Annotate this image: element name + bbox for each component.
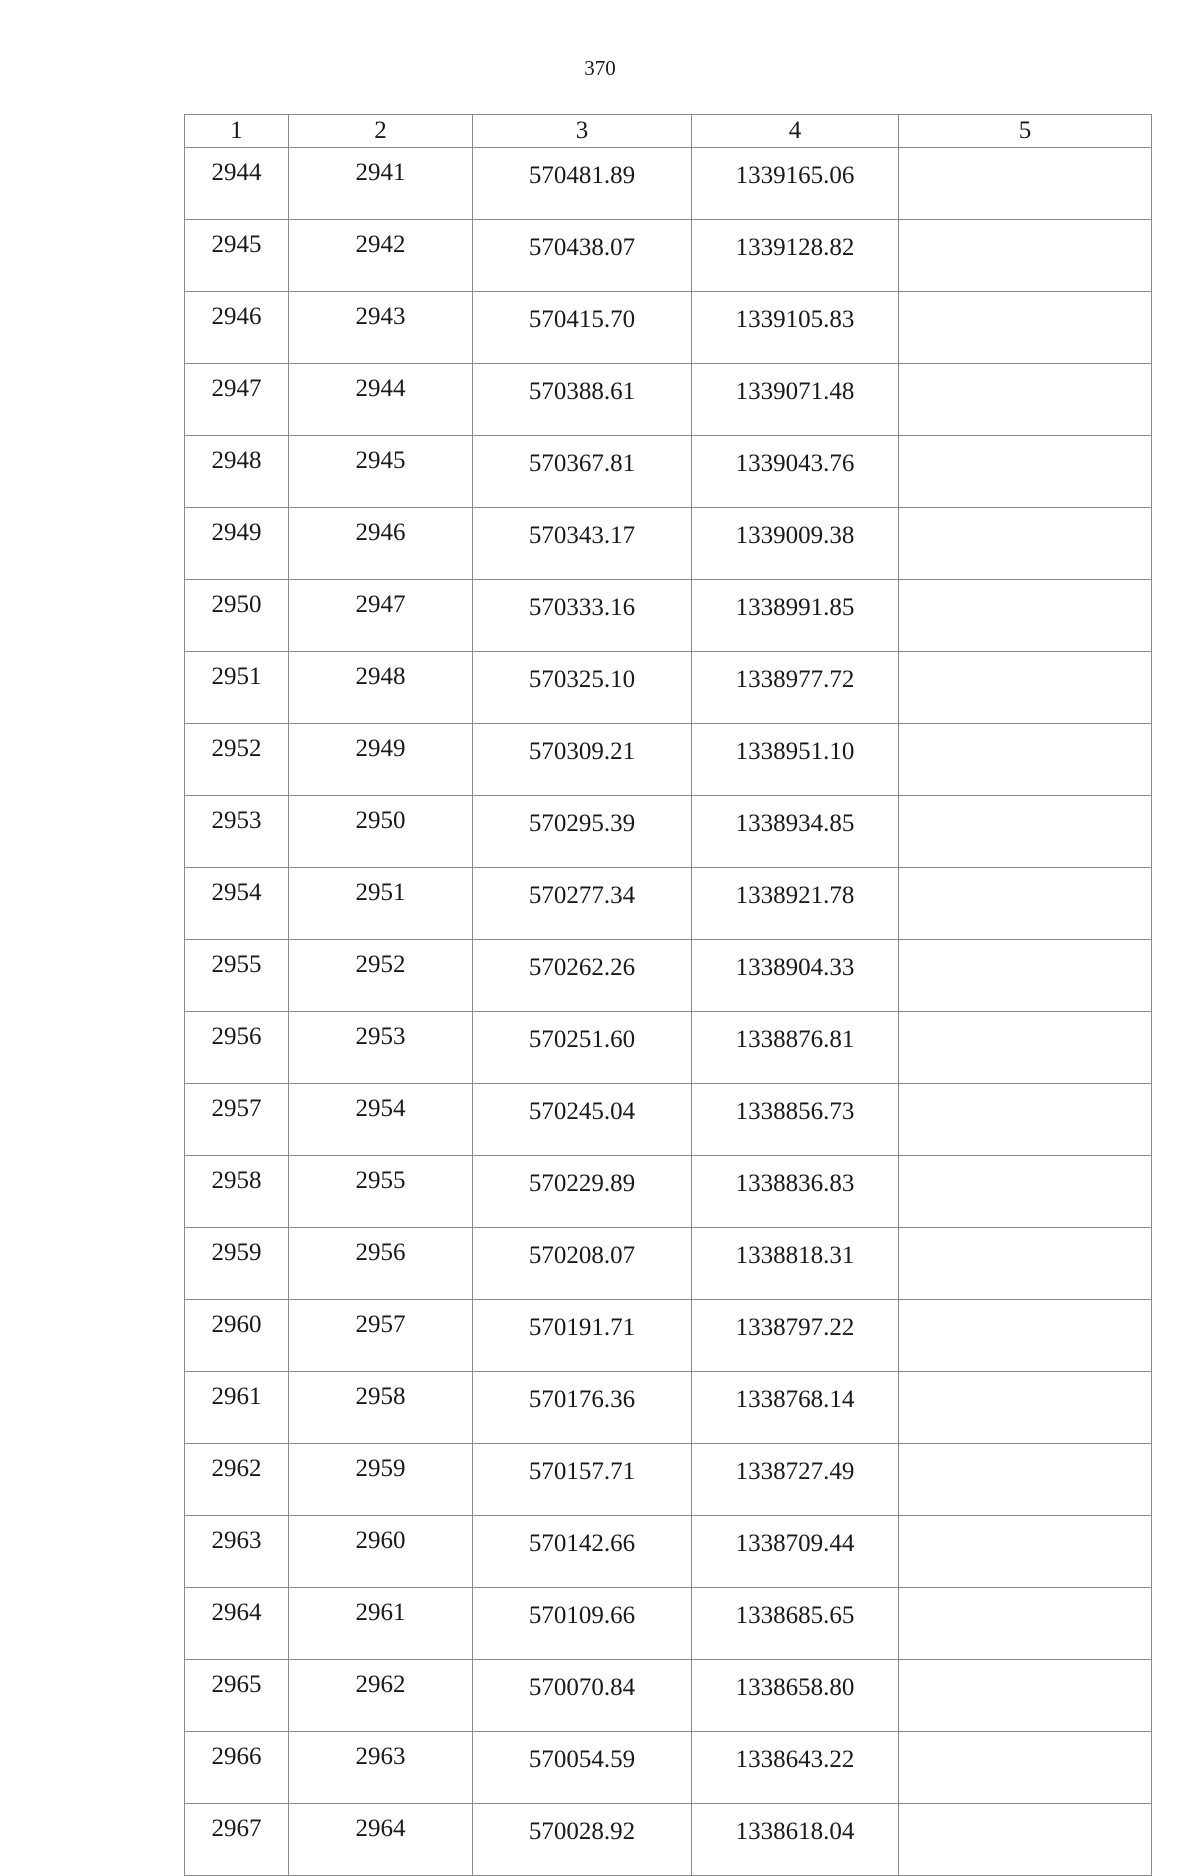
table-body (185, 148, 1152, 1876)
table-row (185, 796, 1152, 868)
table-cell: 2951 (185, 652, 289, 724)
table-cell: 1338951.10 (692, 724, 899, 796)
table-cell: 2954 (289, 1084, 473, 1156)
table-row (185, 436, 1152, 508)
table-cell: 2949 (289, 724, 473, 796)
table-cell: 2950 (289, 796, 473, 868)
table-cell: 1338727.49 (692, 1444, 899, 1516)
table-cell (899, 940, 1152, 1012)
table-row (185, 1732, 1152, 1804)
table-row (185, 1372, 1152, 1444)
table-cell (899, 1732, 1152, 1804)
table-cell: 2951 (289, 868, 473, 940)
table-cell: 2952 (185, 724, 289, 796)
table-row (185, 1012, 1152, 1084)
table-row (185, 1660, 1152, 1732)
table-cell: 2944 (185, 148, 289, 220)
table-cell: 570070.84 (473, 1660, 692, 1732)
table-cell: 2946 (289, 508, 473, 580)
table-row (185, 724, 1152, 796)
table-cell: 570176.36 (473, 1372, 692, 1444)
table-cell: 1338768.14 (692, 1372, 899, 1444)
table-cell: 2956 (185, 1012, 289, 1084)
table-row (185, 1084, 1152, 1156)
table-cell: 570367.81 (473, 436, 692, 508)
table-cell: 2943 (289, 292, 473, 364)
table-row (185, 1228, 1152, 1300)
table-cell: 570229.89 (473, 1156, 692, 1228)
table-cell: 570481.89 (473, 148, 692, 220)
table-cell: 570208.07 (473, 1228, 692, 1300)
table-cell: 1338921.78 (692, 868, 899, 940)
table-cell: 1339009.38 (692, 508, 899, 580)
table-cell: 570277.34 (473, 868, 692, 940)
table-cell: 2956 (289, 1228, 473, 1300)
table-cell: 2953 (289, 1012, 473, 1084)
table-cell: 2958 (185, 1156, 289, 1228)
table-cell: 1338658.80 (692, 1660, 899, 1732)
table-cell: 2955 (185, 940, 289, 1012)
table-cell: 570245.04 (473, 1084, 692, 1156)
table-cell (899, 1444, 1152, 1516)
table-cell (899, 1516, 1152, 1588)
table-row (185, 580, 1152, 652)
table-row (185, 220, 1152, 292)
table-cell: 2953 (185, 796, 289, 868)
table-cell (899, 1804, 1152, 1876)
table-cell: 570343.17 (473, 508, 692, 580)
table-cell: 1338685.65 (692, 1588, 899, 1660)
table-cell: 570333.16 (473, 580, 692, 652)
table-row (185, 1804, 1152, 1876)
table-cell: 2947 (185, 364, 289, 436)
table-cell: 1338977.72 (692, 652, 899, 724)
table-cell (899, 796, 1152, 868)
column-header: 3 (473, 115, 692, 148)
table-cell: 2948 (289, 652, 473, 724)
table-cell (899, 1012, 1152, 1084)
table-cell: 1338904.33 (692, 940, 899, 1012)
table-cell (899, 1300, 1152, 1372)
table-cell: 1338991.85 (692, 580, 899, 652)
table-cell: 2957 (185, 1084, 289, 1156)
table-cell: 2948 (185, 436, 289, 508)
table-cell: 2957 (289, 1300, 473, 1372)
table-cell: 2947 (289, 580, 473, 652)
table-cell: 570295.39 (473, 796, 692, 868)
table-cell: 1339071.48 (692, 364, 899, 436)
table-cell (899, 580, 1152, 652)
table-row (185, 868, 1152, 940)
table-cell: 2946 (185, 292, 289, 364)
table-row (185, 940, 1152, 1012)
table-cell: 1338643.22 (692, 1732, 899, 1804)
table-cell: 2941 (289, 148, 473, 220)
table-cell: 2962 (185, 1444, 289, 1516)
table-cell (899, 364, 1152, 436)
page-number: 370 (584, 56, 616, 80)
table-cell: 2966 (185, 1732, 289, 1804)
coordinates-table (184, 114, 1152, 1876)
table-cell: 570438.07 (473, 220, 692, 292)
table-cell: 570109.66 (473, 1588, 692, 1660)
column-header: 1 (185, 115, 289, 148)
table-row (185, 148, 1152, 220)
table-cell (899, 1156, 1152, 1228)
table-cell: 2950 (185, 580, 289, 652)
table-cell: 570388.61 (473, 364, 692, 436)
column-header: 2 (289, 115, 473, 148)
table-cell: 1339165.06 (692, 148, 899, 220)
table-cell: 1338934.85 (692, 796, 899, 868)
table-cell: 570142.66 (473, 1516, 692, 1588)
table-cell (899, 1588, 1152, 1660)
table-cell: 2942 (289, 220, 473, 292)
table-cell: 570251.60 (473, 1012, 692, 1084)
table-row (185, 364, 1152, 436)
table-cell (899, 508, 1152, 580)
table-cell: 1338797.22 (692, 1300, 899, 1372)
table-cell: 2954 (185, 868, 289, 940)
table-cell: 1339105.83 (692, 292, 899, 364)
table-cell: 570054.59 (473, 1732, 692, 1804)
table-cell: 2964 (185, 1588, 289, 1660)
table-row (185, 508, 1152, 580)
table-cell: 2961 (289, 1588, 473, 1660)
table-row (185, 1444, 1152, 1516)
table-cell: 1338856.73 (692, 1084, 899, 1156)
table-cell: 570309.21 (473, 724, 692, 796)
table-cell: 1339128.82 (692, 220, 899, 292)
table-row (185, 1516, 1152, 1588)
table-cell: 1339043.76 (692, 436, 899, 508)
table-cell: 1338818.31 (692, 1228, 899, 1300)
table-cell: 570157.71 (473, 1444, 692, 1516)
header-row (185, 115, 1152, 148)
table-cell (899, 1660, 1152, 1732)
table-cell: 1338836.83 (692, 1156, 899, 1228)
table-cell: 2945 (289, 436, 473, 508)
table-cell: 570325.10 (473, 652, 692, 724)
table-cell (899, 436, 1152, 508)
table-cell: 2963 (185, 1516, 289, 1588)
table-cell: 570028.92 (473, 1804, 692, 1876)
table-cell (899, 868, 1152, 940)
table-cell (899, 1228, 1152, 1300)
table-cell: 2962 (289, 1660, 473, 1732)
table-row (185, 1588, 1152, 1660)
table-cell: 2964 (289, 1804, 473, 1876)
table-cell: 2952 (289, 940, 473, 1012)
table-cell (899, 1084, 1152, 1156)
table-header (185, 115, 1152, 148)
table-cell: 2961 (185, 1372, 289, 1444)
table-cell: 2958 (289, 1372, 473, 1444)
table-cell: 1338709.44 (692, 1516, 899, 1588)
table-cell (899, 148, 1152, 220)
table-cell: 2960 (289, 1516, 473, 1588)
table-cell (899, 1372, 1152, 1444)
table-cell: 1338876.81 (692, 1012, 899, 1084)
table-cell (899, 292, 1152, 364)
table-cell: 2949 (185, 508, 289, 580)
table-cell: 2960 (185, 1300, 289, 1372)
table-row (185, 1156, 1152, 1228)
table-cell: 2963 (289, 1732, 473, 1804)
table-cell: 2967 (185, 1804, 289, 1876)
table-cell: 2945 (185, 220, 289, 292)
table-cell: 570191.71 (473, 1300, 692, 1372)
table-cell (899, 652, 1152, 724)
table-cell (899, 724, 1152, 796)
table-cell: 2959 (289, 1444, 473, 1516)
table-cell: 2959 (185, 1228, 289, 1300)
table-cell: 2944 (289, 364, 473, 436)
table-cell: 570262.26 (473, 940, 692, 1012)
table-row (185, 292, 1152, 364)
column-header: 5 (899, 115, 1152, 148)
table-row (185, 1300, 1152, 1372)
table-cell: 2955 (289, 1156, 473, 1228)
table-cell: 1338618.04 (692, 1804, 899, 1876)
table-cell: 570415.70 (473, 292, 692, 364)
column-header: 4 (692, 115, 899, 148)
table-cell (899, 220, 1152, 292)
table-cell: 2965 (185, 1660, 289, 1732)
table-row (185, 652, 1152, 724)
